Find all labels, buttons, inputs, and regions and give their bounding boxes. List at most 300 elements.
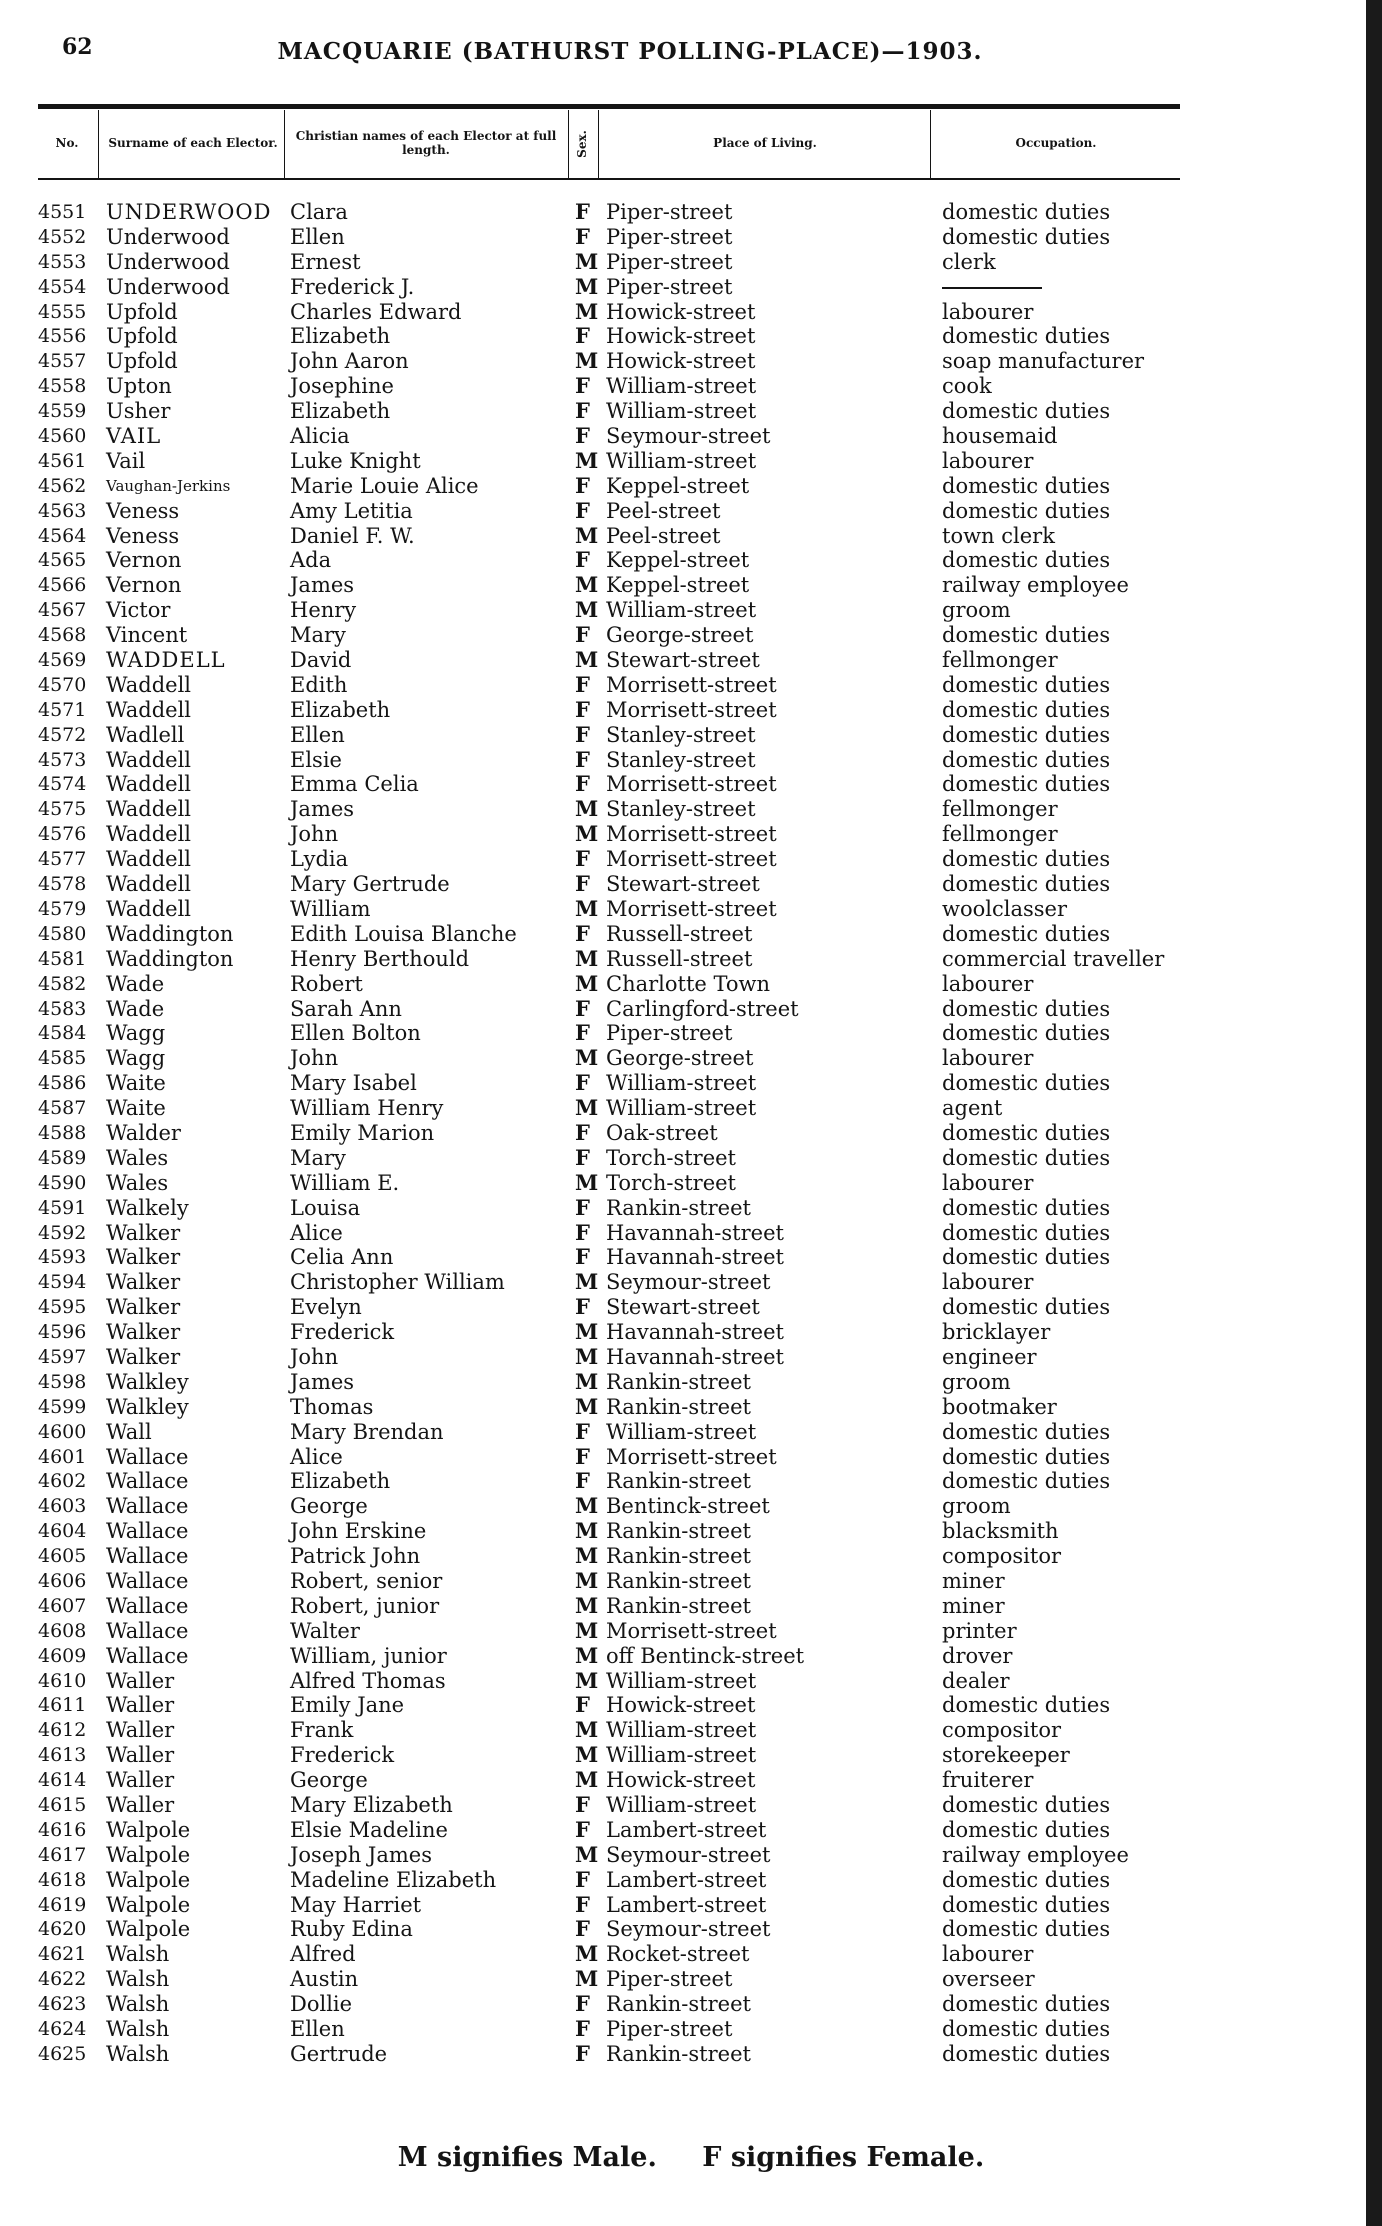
elector-number: 4616 [38,1818,87,1841]
elector-number: 4612 [38,1719,87,1742]
table-row [0,997,1382,1022]
elector-occupation: domestic duties [942,1419,1111,1444]
table-row [0,772,1382,797]
elector-number: 4615 [38,1794,87,1816]
elector-occupation: domestic duties [942,498,1111,523]
elector-surname: Walker [106,1320,181,1345]
elector-occupation: domestic duties [942,1992,1111,2017]
elector-surname: VAIL [106,424,162,449]
elector-occupation: miner [942,1593,1005,1618]
elector-place-of-living: Piper-street [606,1967,733,1992]
elector-christian-names: Mary [290,623,346,648]
elector-sex: F [575,1692,590,1718]
elector-surname: Waddell [106,772,192,797]
elector-surname: Wales [106,1170,169,1195]
elector-place-of-living: Rankin-street [606,1992,751,2017]
elector-sex: F [575,323,590,349]
elector-sex: M [575,597,599,623]
elector-occupation: storekeeper [942,1743,1070,1768]
column-separator [284,110,285,180]
elector-place-of-living: Piper-street [606,2017,733,2042]
elector-list [0,200,1382,2067]
elector-sex: F [575,1144,590,1170]
elector-christian-names: Edith [290,672,348,697]
elector-number: 4580 [38,922,87,945]
elector-surname: Walpole [106,1892,191,1917]
elector-christian-names: Henry [290,598,357,623]
elector-place-of-living: Piper-street [606,200,733,224]
elector-surname: Waddington [106,921,234,946]
elector-sex: M [575,821,599,847]
elector-sex: F [575,1294,590,1320]
elector-christian-names: Elizabeth [290,1469,391,1494]
table-row [0,822,1382,847]
elector-surname: Waller [106,1743,175,1768]
elector-christian-names: Mary Brendan [290,1419,444,1444]
elector-place-of-living: Havannah-street [606,1344,784,1369]
table-row [0,300,1382,325]
elector-christian-names: Elsie [290,747,342,772]
elector-occupation: domestic duties [942,697,1111,722]
elector-occupation: domestic duties [942,1071,1111,1096]
elector-christian-names: Marie Louie Alice [290,473,479,498]
elector-number: 4564 [38,524,87,547]
table-row [0,872,1382,897]
elector-place-of-living: Seymour-street [606,424,771,449]
elector-number: 4554 [38,275,87,298]
elector-surname: Wallace [106,1494,189,1519]
elector-place-of-living: Rankin-street [606,1568,751,1593]
elector-christian-names: Mary Gertrude [290,872,450,897]
table-row [0,1395,1382,1420]
elector-number: 4599 [38,1395,87,1418]
elector-occupation: domestic duties [942,1469,1111,1494]
elector-surname: Upton [106,374,172,399]
blank-occupation-dash [942,287,1042,289]
elector-sex: M [575,1518,599,1544]
table-row [0,1370,1382,1395]
elector-number: 4620 [38,1918,87,1941]
elector-occupation: labourer [942,971,1034,996]
table-row [0,1967,1382,1992]
elector-surname: Veness [106,523,180,548]
table-row [0,1569,1382,1594]
elector-christian-names: Elizabeth [290,697,391,722]
elector-christian-names: John [290,822,339,847]
elector-surname: Waller [106,1693,175,1718]
elector-number: 4601 [38,1445,87,1468]
table-row [0,424,1382,449]
elector-number: 4555 [38,300,87,323]
elector-place-of-living: Rankin-street [606,1593,751,1618]
column-header-surname: Surname of each Elector. [108,136,278,151]
elector-sex: M [575,447,599,473]
elector-sex: M [575,647,599,673]
elector-place-of-living: Torch-street [606,1170,736,1195]
elector-place-of-living: Rankin-street [606,1544,751,1569]
elector-sex: M [575,1966,599,1992]
elector-christian-names: Mary Isabel [290,1071,417,1096]
elector-christian-names: John Aaron [290,349,409,374]
elector-number: 4568 [38,624,87,647]
elector-number: 4556 [38,325,87,348]
elector-christian-names: Elsie Madeline [290,1817,448,1842]
elector-surname: Wallace [106,1618,189,1643]
elector-place-of-living: William-street [606,399,757,424]
table-row [0,1420,1382,1445]
elector-place-of-living: Morrisett-street [606,672,777,697]
elector-christian-names: Ernest [290,249,361,274]
table-row [0,1818,1382,1843]
elector-place-of-living: William-street [606,1071,757,1096]
elector-occupation: domestic duties [942,1145,1111,1170]
elector-surname: Wallace [106,1593,189,1618]
elector-occupation: bricklayer [942,1320,1051,1345]
sex-legend [0,2142,1382,2173]
column-header-occupation: Occupation. [1015,136,1097,151]
elector-surname: Wall [106,1419,152,1444]
table-row [0,1544,1382,1569]
elector-christian-names: George [290,1768,368,1793]
table-row [0,1121,1382,1146]
elector-christian-names: Emily Jane [290,1693,405,1718]
table-row [0,972,1382,997]
elector-surname: WADDELL [106,648,226,673]
elector-sex: F [575,497,590,523]
elector-occupation: labourer [942,448,1034,473]
elector-number: 4597 [38,1345,87,1368]
elector-christian-names: Mary [290,1145,346,1170]
elector-number: 4576 [38,823,87,846]
elector-surname: Walpole [106,1867,191,1892]
elector-surname: UNDERWOOD [106,200,272,224]
elector-sex: M [575,796,599,822]
elector-occupation: labourer [942,1270,1034,1295]
elector-surname: Waddell [106,896,192,921]
elector-occupation: domestic duties [942,1817,1111,1842]
elector-number: 4573 [38,748,87,771]
elector-occupation [942,275,1042,300]
elector-surname: Upfold [106,299,178,324]
elector-number: 4621 [38,1943,87,1966]
elector-occupation: domestic duties [942,224,1111,249]
elector-sex: F [575,1020,590,1046]
elector-place-of-living: Keppel-street [606,573,750,598]
elector-place-of-living: George-street [606,1046,754,1071]
elector-sex: F [575,1219,590,1245]
elector-occupation: woolclasser [942,896,1067,921]
elector-surname: Wales [106,1145,169,1170]
elector-christian-names: Alfred Thomas [290,1668,446,1693]
elector-number: 4570 [38,673,87,696]
elector-occupation: domestic duties [942,399,1111,424]
elector-surname: Walker [106,1344,181,1369]
table-row [0,1021,1382,1046]
elector-occupation: groom [942,1494,1011,1519]
elector-christian-names: Robert, senior [290,1568,443,1593]
elector-christian-names: Alfred [290,1942,356,1967]
elector-sex: F [575,1816,590,1842]
table-row [0,1469,1382,1494]
elector-occupation: miner [942,1568,1005,1593]
elector-surname: Wade [106,996,165,1021]
elector-surname: Wagg [106,1021,166,1046]
elector-sex: F [575,373,590,399]
elector-place-of-living: Rankin-street [606,1519,751,1544]
elector-surname: Walkley [106,1369,189,1394]
elector-occupation: domestic duties [942,2041,1111,2066]
elector-place-of-living: William-street [606,1793,757,1817]
table-row [0,1768,1382,1793]
elector-occupation: soap manufacturer [942,349,1145,374]
elector-sex: M [575,1767,599,1793]
elector-place-of-living: Peel-street [606,523,721,548]
elector-surname: Walkely [106,1195,189,1220]
elector-christian-names: Josephine [290,374,394,399]
elector-christian-names: Henry Berthould [290,946,470,971]
elector-sex: M [575,273,599,299]
table-row [0,399,1382,424]
elector-occupation: domestic duties [942,2017,1111,2042]
elector-place-of-living: Morrisett-street [606,772,777,797]
elector-surname: Vail [106,448,146,473]
elector-place-of-living: William-street [606,448,757,473]
elector-christian-names: Joseph James [290,1842,432,1867]
elector-christian-names: William, junior [290,1643,447,1668]
elector-place-of-living: Piper-street [606,224,733,249]
elector-christian-names: Ada [290,548,332,573]
elector-place-of-living: Seymour-street [606,1842,771,1867]
table-row [0,723,1382,748]
elector-number: 4594 [38,1271,87,1294]
elector-sex: M [575,1717,599,1743]
elector-surname: Wallace [106,1444,189,1469]
elector-sex: F [575,622,590,648]
table-row [0,897,1382,922]
elector-number: 4552 [38,225,87,248]
column-header-place: Place of Living. [713,136,817,151]
elector-number: 4582 [38,972,87,995]
elector-place-of-living: Bentinck-street [606,1494,770,1519]
elector-christian-names: Celia Ann [290,1245,394,1270]
table-row [0,598,1382,623]
elector-sex: M [575,1742,599,1768]
elector-place-of-living: Morrisett-street [606,896,777,921]
elector-christian-names: Luke Knight [290,448,421,473]
elector-surname: Underwood [106,249,230,274]
elector-number: 4598 [38,1370,87,1393]
elector-christian-names: Madeline Elizabeth [290,1867,497,1892]
elector-occupation: housemaid [942,424,1058,449]
elector-sex: M [575,1095,599,1121]
elector-place-of-living: Howick-street [606,1693,756,1718]
elector-surname: Vincent [106,623,188,648]
elector-occupation: domestic duties [942,996,1111,1021]
elector-surname: Walsh [106,1942,170,1967]
elector-sex: M [575,1941,599,1967]
elector-christian-names: Ellen Bolton [290,1021,421,1046]
table-row [0,2017,1382,2042]
elector-number: 4592 [38,1221,87,1244]
elector-number: 4571 [38,698,87,721]
elector-number: 4613 [38,1744,87,1767]
elector-sex: F [575,1119,590,1145]
table-row [0,573,1382,598]
elector-place-of-living: Howick-street [606,1768,756,1793]
elector-christian-names: Daniel F. W. [290,523,415,548]
elector-occupation: domestic duties [942,1892,1111,1917]
elector-number: 4602 [38,1470,87,1493]
elector-surname: Underwood [106,224,230,249]
elector-surname: Waddington [106,946,234,971]
elector-christian-names: George [290,1494,368,1519]
elector-number: 4593 [38,1246,87,1269]
elector-number: 4610 [38,1669,87,1692]
elector-place-of-living: Russell-street [606,946,753,971]
elector-sex: M [575,1319,599,1345]
elector-occupation: domestic duties [942,473,1111,498]
elector-christian-names: Alicia [290,424,350,449]
elector-christian-names: James [290,573,355,598]
elector-surname: Waller [106,1793,175,1817]
elector-occupation: domestic duties [942,872,1111,897]
elector-sex: M [575,970,599,996]
elector-occupation: domestic duties [942,1867,1111,1892]
male-legend: M signifies Male. [397,2142,657,2173]
column-separator [598,110,599,180]
table-row [0,1793,1382,1818]
elector-number: 4586 [38,1072,87,1095]
elector-place-of-living: William-street [606,1419,757,1444]
elector-number: 4566 [38,574,87,597]
elector-occupation: labourer [942,299,1034,324]
elector-number: 4611 [38,1694,87,1717]
elector-surname: Waddell [106,872,192,897]
elector-christian-names: Alice [290,1444,343,1469]
elector-number: 4575 [38,798,87,821]
elector-sex: M [575,1642,599,1668]
elector-place-of-living: Stanley-street [606,797,756,822]
table-row [0,2042,1382,2067]
table-row [0,1196,1382,1221]
elector-surname: Waddell [106,847,192,872]
elector-christian-names: Emily Marion [290,1120,435,1145]
elector-sex: M [575,522,599,548]
table-row [0,1669,1382,1694]
table-row [0,1270,1382,1295]
elector-sex: F [575,423,590,449]
elector-occupation: labourer [942,1046,1034,1071]
elector-number: 4585 [38,1047,87,1070]
elector-place-of-living: Havannah-street [606,1220,784,1245]
elector-sex: M [575,895,599,921]
elector-place-of-living: Charlotte Town [606,971,771,996]
elector-sex: M [575,298,599,324]
elector-number: 4618 [38,1868,87,1891]
elector-surname: Walsh [106,1967,170,1992]
elector-number: 4584 [38,1022,87,1045]
elector-christian-names: John [290,1344,339,1369]
elector-place-of-living: Rankin-street [606,1394,751,1419]
elector-sex: M [575,1543,599,1569]
elector-occupation: fellmonger [942,822,1058,847]
elector-christian-names: Robert [290,971,363,996]
elector-place-of-living: William-street [606,1668,757,1693]
table-row [0,324,1382,349]
elector-surname: Walsh [106,2041,170,2066]
column-header-no: No. [55,136,79,151]
elector-surname: Walker [106,1245,181,1270]
elector-occupation: domestic duties [942,1195,1111,1220]
elector-number: 4569 [38,649,87,672]
elector-place-of-living: Morrisett-street [606,1444,777,1469]
column-header-sex: Sex. [575,130,590,158]
table-row [0,673,1382,698]
elector-surname: Walpole [106,1842,191,1867]
elector-surname: Waddell [106,822,192,847]
elector-surname: Wallace [106,1544,189,1569]
elector-occupation: domestic duties [942,1917,1111,1942]
column-separator [98,110,99,180]
elector-number: 4579 [38,897,87,920]
elector-number: 4604 [38,1520,87,1543]
elector-number: 4589 [38,1146,87,1169]
elector-occupation: drover [942,1643,1013,1668]
elector-place-of-living: Stewart-street [606,648,760,673]
elector-number: 4583 [38,997,87,1020]
elector-sex: F [575,846,590,872]
elector-surname: Waller [106,1768,175,1793]
elector-christian-names: James [290,797,355,822]
elector-number: 4561 [38,449,87,472]
elector-number: 4558 [38,375,87,398]
elector-christian-names: William [290,896,371,921]
elector-christian-names: Amy Letitia [290,498,413,523]
elector-sex: F [575,746,590,772]
elector-place-of-living: Piper-street [606,249,733,274]
elector-occupation: domestic duties [942,1220,1111,1245]
table-row [0,200,1382,225]
elector-sex: F [575,398,590,424]
elector-sex: F [575,223,590,249]
elector-surname: Waddell [106,697,192,722]
elector-occupation: town clerk [942,523,1055,548]
table-row [0,698,1382,723]
elector-place-of-living: Keppel-street [606,473,750,498]
elector-place-of-living: Morrisett-street [606,822,777,847]
table-row [0,748,1382,773]
elector-christian-names: Christopher William [290,1270,505,1295]
elector-place-of-living: William-street [606,1718,757,1743]
elector-surname: Wallace [106,1643,189,1668]
elector-place-of-living: Piper-street [606,274,733,299]
elector-christian-names: Frederick J. [290,274,415,299]
elector-number: 4607 [38,1594,87,1617]
elector-sex: F [575,696,590,722]
table-row [0,374,1382,399]
table-row [0,499,1382,524]
elector-christian-names: Evelyn [290,1295,362,1320]
table-row [0,349,1382,374]
elector-surname: Walder [106,1120,181,1145]
elector-sex: M [575,572,599,598]
table-row [0,648,1382,673]
elector-occupation: bootmaker [942,1394,1057,1419]
elector-sex: F [575,547,590,573]
elector-sex: F [575,1468,590,1494]
elector-christian-names: Elizabeth [290,399,391,424]
elector-place-of-living: Rankin-street [606,1469,751,1494]
